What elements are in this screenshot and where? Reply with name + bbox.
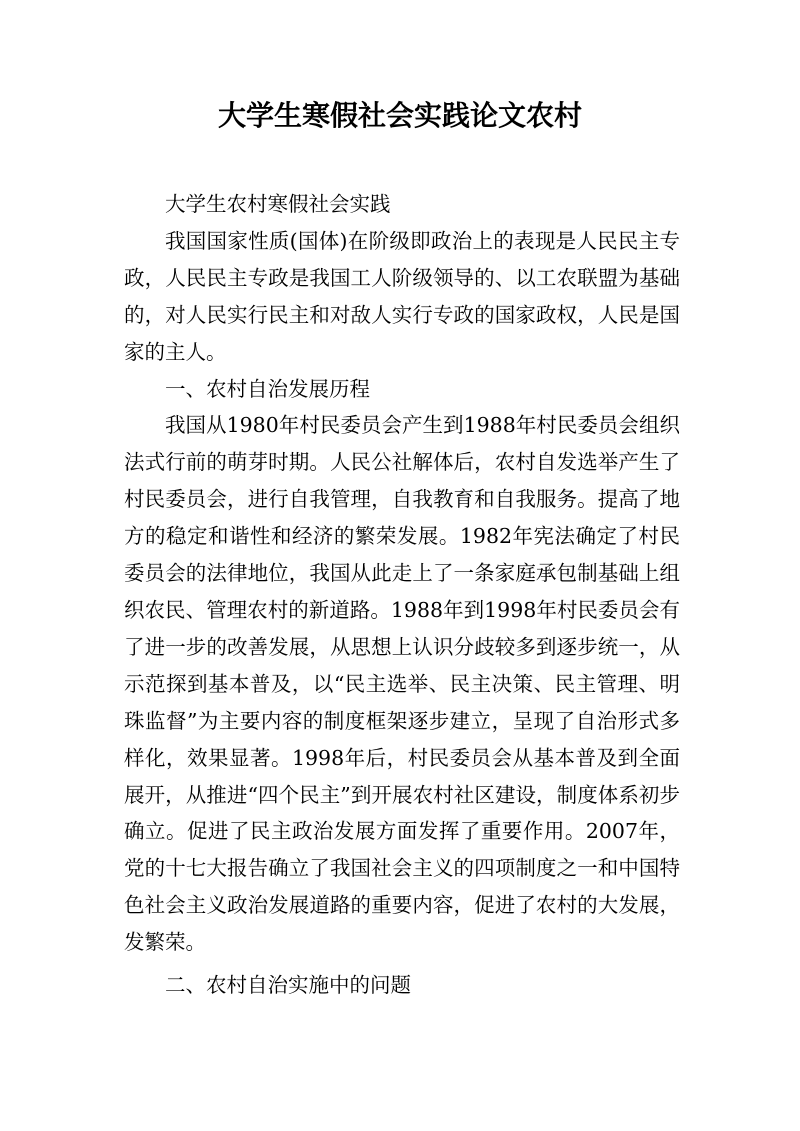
section-heading-1: 一、农村自治发展历程 (165, 376, 370, 401)
subtitle-paragraph: 大学生农村寒假社会实践 (165, 192, 391, 216)
history-paragraph: 我国从1980年村民委员会产生到1988年村民委员会组织法式行前的萌芽时期。人民公社解体后，农村自发选举产生了村民委员会，进行自我管理，自我教育和自我服务。提高了地方的稳定和谐性和经济的繁荣发展。1982年宪法确定了村民委员会的法律地位，我国从此走上了一条家庭承包制基础上组织农民、管理农村的新道路。1988年到1998年村民委员会有了进一步的改善发展，从思想上认识分歧较多到逐步统一，从示范探到基本普及，以“民主选举、民主决策、民主管理、明珠监督”为主要内容的制度框架逐步建立，呈现了自治形式多样化，效果显著。1998年后，村民委员会从基本普及到全面展开，从推进“四个民主”到开展农村社区建设，制度体系初步确立。促进了民主政治发展方面发挥了重要作用。2007年，党的十七大报告确立了我国社会主义的四项制度之一和中国特色社会主义政治发展道路的重要内容，促进了农村的大发展，发繁荣。 (124, 413, 680, 955)
intro-paragraph: 我国国家性质(国体)在阶级即政治上的表现是人民民主专政，人民民主专政是我国工人阶级领导的、以工农联盟为基础的，对人民实行民主和对敌人实行专政的国家政权，人民是国家的主人。 (124, 228, 680, 364)
document-body (124, 186, 680, 1004)
document-title: 大学生寒假社会实践论文农村 (217, 99, 582, 132)
section-heading-2: 二、农村自治实施中的问题 (165, 973, 411, 998)
